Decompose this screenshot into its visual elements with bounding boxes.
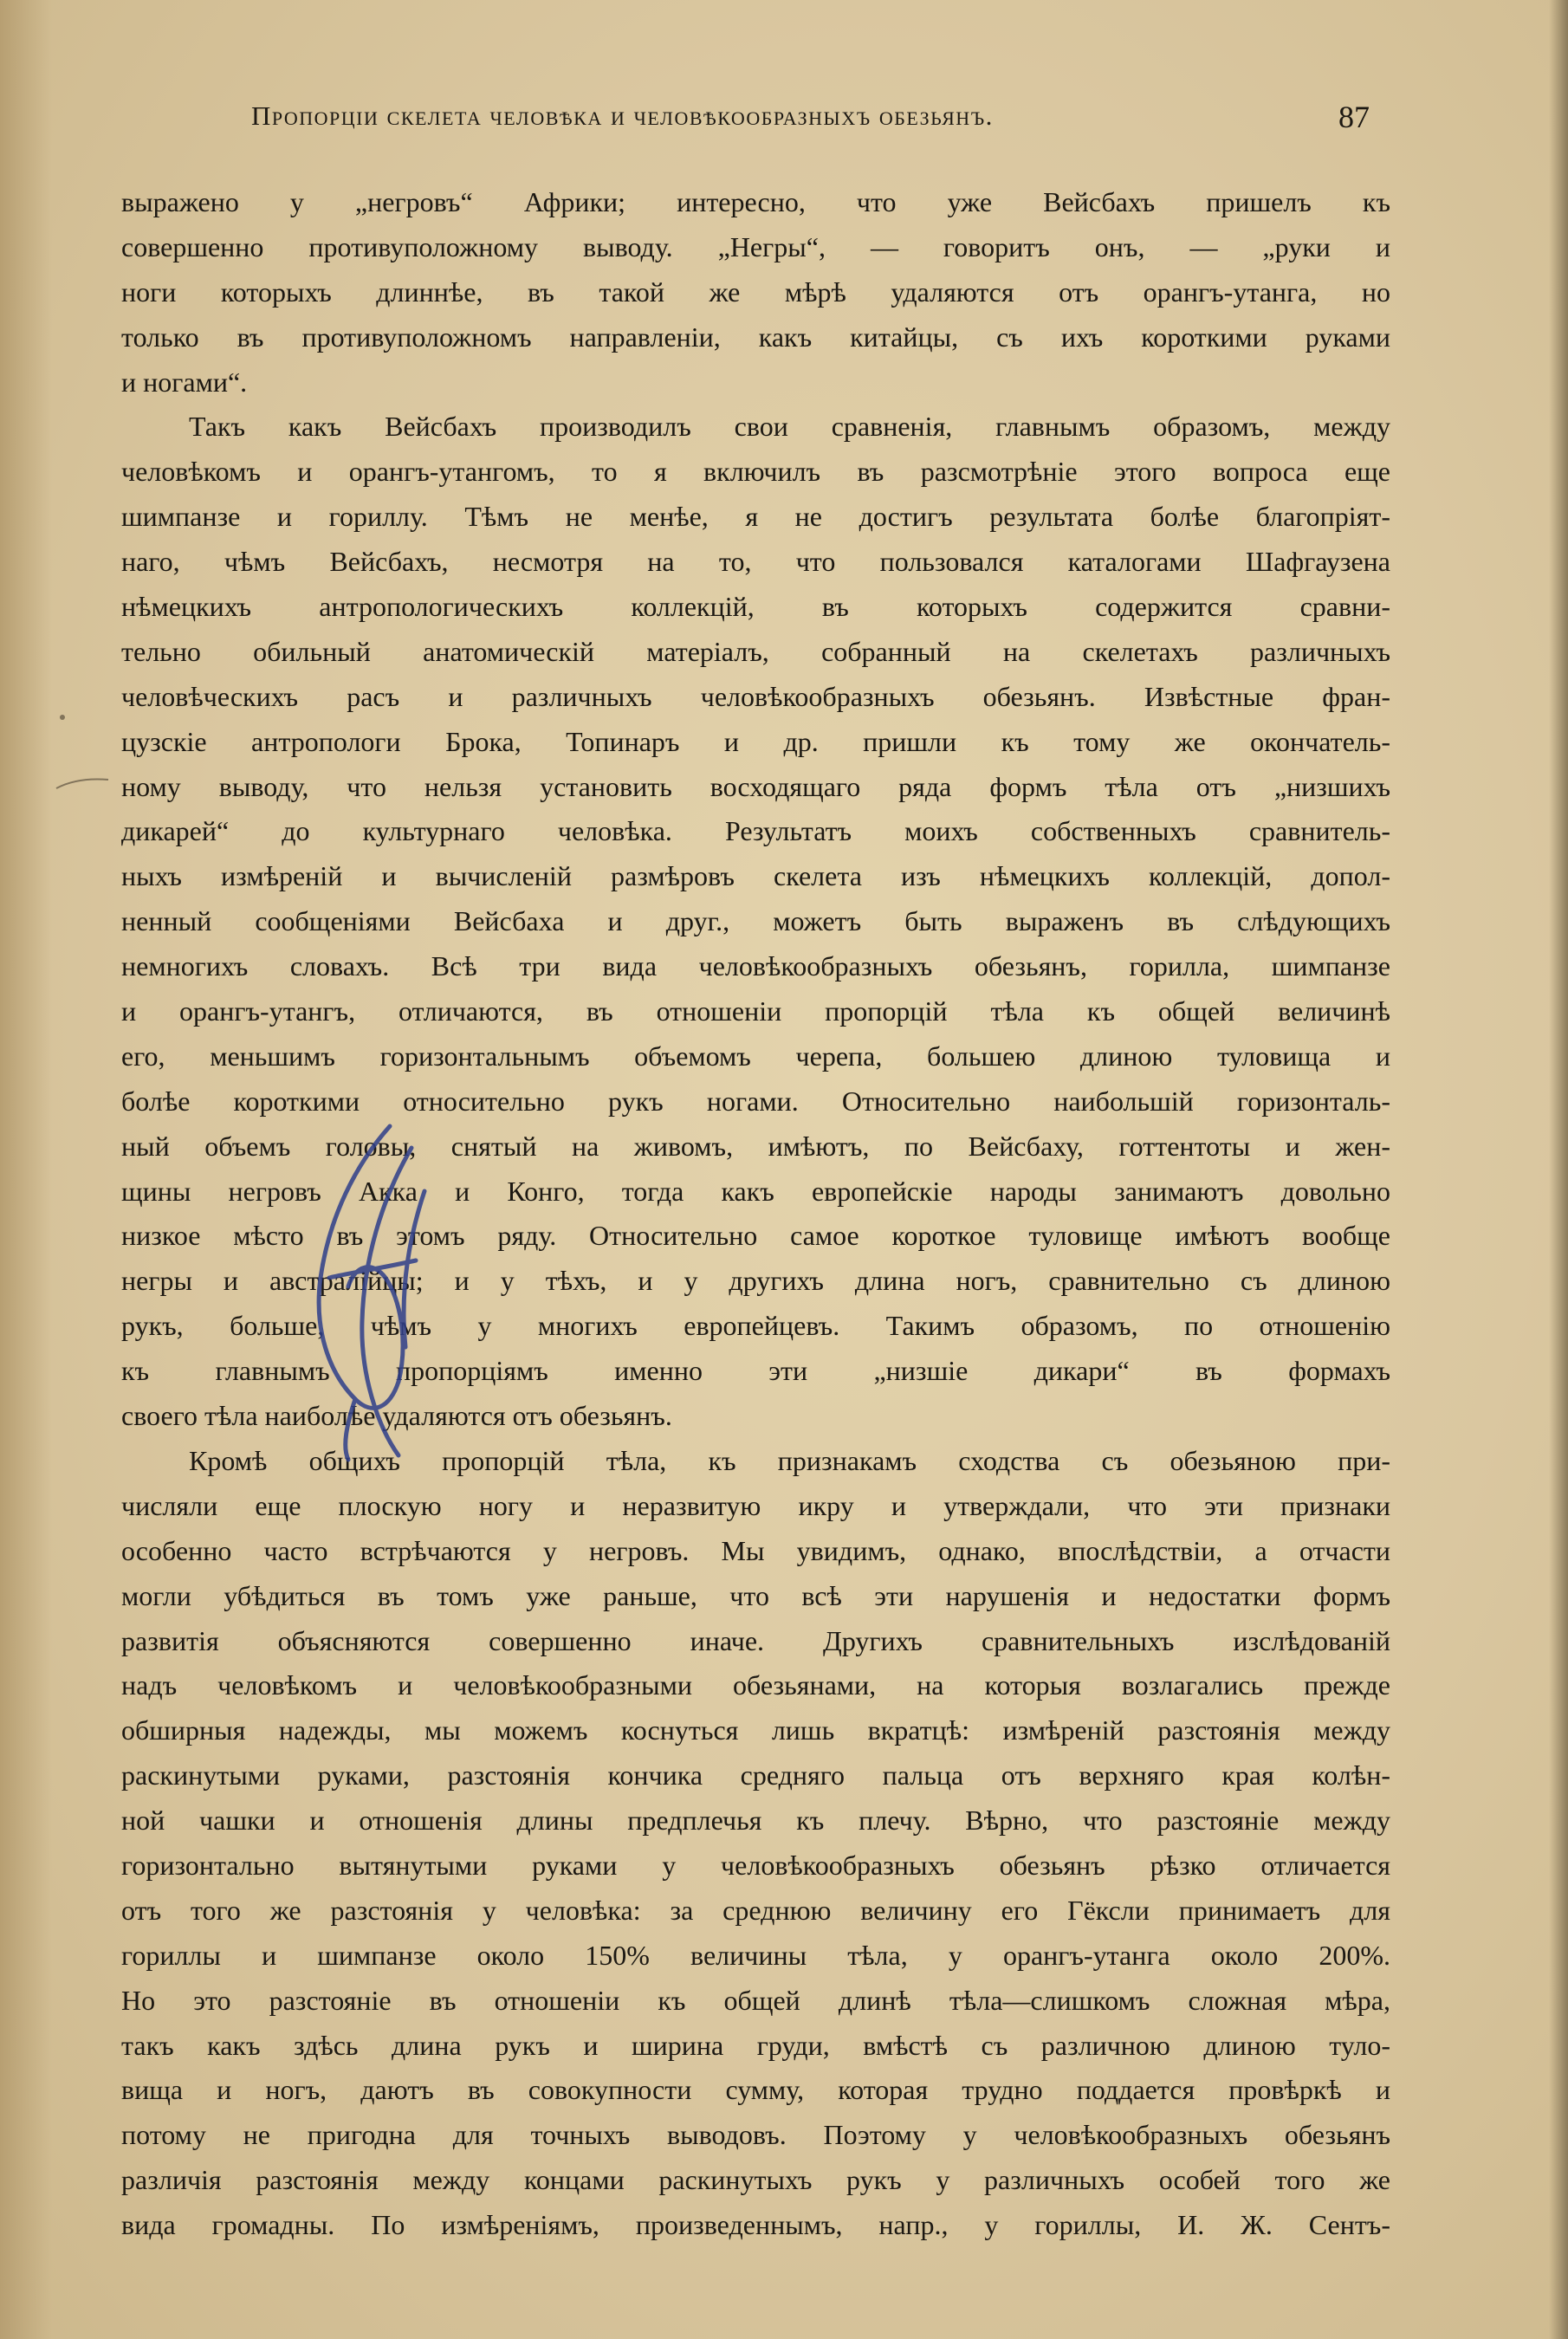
text-line: отъ того же разстоянія у человѣка: за среднюю величину его Гёксли принимаетъ для	[121, 1894, 1390, 1926]
text-line: негры и австралійцы; и у тѣхъ, и у другихъ длина ногъ, сравнительно съ длиною	[121, 1265, 1390, 1297]
text-line: человѣческихъ расъ и различныхъ человѣкообразныхъ обезьянъ. Извѣстные фран-	[121, 680, 1390, 712]
margin-dot-icon	[54, 709, 71, 726]
text-line: раскинутыми руками, разстоянія кончика средняго пальца отъ верхняго края колѣн-	[121, 1759, 1390, 1792]
text-line: дикарей“ до культурнаго человѣка. Результатъ моихъ собственныхъ сравнитель-	[121, 815, 1390, 847]
text-line: потому не пригодна для точныхъ выводовъ. Поэтому у человѣкообразныхъ обезьянъ	[121, 2119, 1390, 2151]
text-line: его, меньшимъ горизонтальнымъ объемомъ черепа, большею длиною туловища и	[121, 1040, 1390, 1072]
text-line: тельно обильный анатомическій матеріалъ, собранный на скелетахъ различныхъ	[121, 635, 1390, 667]
text-line: ному выводу, что нельзя установить восходящаго ряда формъ тѣла отъ „низшихъ	[121, 770, 1390, 802]
margin-mark-icon	[52, 762, 113, 797]
text-line: ненный сообщеніями Вейсбаха и друг., можетъ быть выраженъ въ слѣдующихъ	[121, 905, 1390, 937]
text-line: низкое мѣсто въ этомъ ряду. Относительно самое короткое туловище имѣютъ вообще	[121, 1220, 1390, 1252]
text-line: надъ человѣкомъ и человѣкообразными обезьянами, на которыя возлагались прежде	[121, 1669, 1390, 1701]
text-line: обширныя надежды, мы можемъ коснуться лишь вкратцѣ: измѣреній разстоянія между	[121, 1714, 1390, 1746]
text-line: немногихъ словахъ. Всѣ три вида человѣкообразныхъ обезьянъ, горилла, шимпанзе	[121, 950, 1390, 982]
text-line: гориллы и шимпанзе около 150% величины тѣла, у орангъ-утанга около 200%.	[121, 1939, 1390, 1971]
running-title: Пропорціи скелета человѣка и человѣкообразныхъ обезьянъ.	[251, 100, 994, 131]
page-edge	[1549, 0, 1568, 2339]
text-line: только въ противуположномъ направленіи, какъ китайцы, съ ихъ короткими руками	[121, 321, 1390, 353]
text-line: вища и ногъ, даютъ въ совокупности сумму, которая трудно поддается провѣркѣ и	[121, 2074, 1390, 2106]
text-line: могли убѣдиться въ томъ уже раньше, что всѣ эти нарушенія и недостатки формъ	[121, 1579, 1390, 1611]
text-line: вида громадны. По измѣреніямъ, произведеннымъ, напр., у гориллы, И. Ж. Сентъ-	[121, 2209, 1390, 2241]
text-line: ной чашки и отношенія длины предплечья къ плечу. Вѣрно, что разстояніе между	[121, 1804, 1390, 1837]
text-line: Но это разстояніе въ отношеніи къ общей длинѣ тѣла—слишкомъ сложная мѣра,	[121, 1984, 1390, 2016]
text-line: такъ какъ здѣсь длина рукъ и ширина груди, вмѣстѣ съ различною длиною туло-	[121, 2029, 1390, 2061]
text-line: наго, чѣмъ Вейсбахъ, несмотря на то, что пользовался каталогами Шафгаузена	[121, 546, 1390, 578]
text-line: рукъ, больше, чѣмъ у многихъ европейцевъ. Такимъ образомъ, по отношенію	[121, 1310, 1390, 1342]
text-line: развитія объясняются совершенно иначе. Другихъ сравнительныхъ изслѣдованій	[121, 1624, 1390, 1656]
paragraph-start-line: Кромѣ общихъ пропорцій тѣла, къ признакамъ сходства съ обезьяною при-	[189, 1444, 1390, 1476]
text-line: особенно часто встрѣчаются у негровъ. Мы увидимъ, однако, впослѣдствіи, а отчасти	[121, 1534, 1390, 1566]
text-line: нѣмецкихъ антропологическихъ коллекцій, въ которыхъ содержится сравни-	[121, 591, 1390, 623]
text-line: ноги которыхъ длиннѣе, въ такой же мѣрѣ удаляются отъ орангъ-утанга, но	[121, 275, 1390, 308]
text-line: выражено у „негровъ“ Африки; интересно, что уже Вейсбахъ пришелъ къ	[121, 186, 1390, 217]
text-line: къ главнымъ пропорціямъ именно эти „низшіе дикари“ въ формахъ	[121, 1355, 1390, 1387]
text-line: щины негровъ Акка и Конго, тогда какъ европейскіе народы занимаютъ довольно	[121, 1175, 1390, 1207]
text-line: болѣе короткими относительно рукъ ногами. Относительно наибольшій горизонталь-	[121, 1085, 1390, 1117]
page-number: 87	[1338, 100, 1370, 134]
text-line: и ногами“.	[121, 366, 248, 398]
text-line: горизонтально вытянутыми руками у человѣкообразныхъ обезьянъ рѣзко отличается	[121, 1849, 1390, 1881]
text-line: совершенно противуположному выводу. „Негры“, — говоритъ онъ, — „руки и	[121, 230, 1390, 262]
text-line: ныхъ измѣреній и вычисленій размѣровъ скелета изъ нѣмецкихъ коллекцій, допол-	[121, 860, 1390, 892]
text-line: ный объемъ головы, снятый на живомъ, имѣютъ, по Вейсбаху, готтентоты и жен-	[121, 1130, 1390, 1162]
binding-shadow	[0, 0, 52, 2339]
text-line: цузскіе антропологи Брока, Топинаръ и др. пришли къ тому же окончатель-	[121, 725, 1390, 757]
text-line: и орангъ-утангъ, отличаются, въ отношеніи пропорцій тѣла къ общей величинѣ	[121, 995, 1390, 1027]
text-line: различія разстоянія между концами раскинутыхъ рукъ у различныхъ особей того же	[121, 2164, 1390, 2196]
body-text	[121, 180, 1390, 2248]
text-line: человѣкомъ и орангъ-утангомъ, то я включилъ въ разсмотрѣніе этого вопроса еще	[121, 456, 1390, 488]
text-line: своего тѣла наиболѣе удаляются отъ обезьянъ.	[121, 1400, 672, 1432]
text-line: шимпанзе и гориллу. Тѣмъ не менѣе, я не достигъ результата болѣе благопріят-	[121, 501, 1390, 533]
text-line: числяли еще плоскую ногу и неразвитую икру и утверждали, что эти признаки	[121, 1489, 1390, 1521]
paragraph-start-line: Такъ какъ Вейсбахъ производилъ свои сравненія, главнымъ образомъ, между	[189, 411, 1390, 443]
